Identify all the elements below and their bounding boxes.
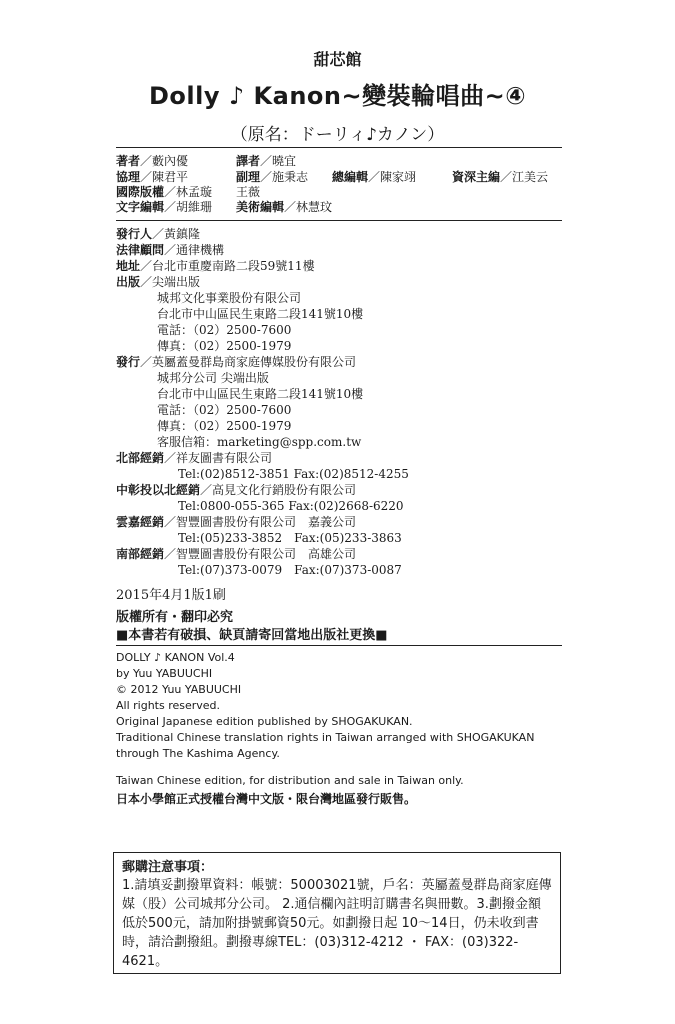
chief-editor: 總編輯／陳家翊 bbox=[332, 170, 417, 184]
distribute: 發行／英屬蓋曼群島商家庭傳媒股份有限公司 bbox=[116, 355, 357, 369]
english-line: © 2012 Yuu YABUUCHI bbox=[116, 683, 242, 696]
staff-row-3: 國際版權／林孟璇 bbox=[116, 185, 213, 199]
senior-editor: 資深主編／江美云 bbox=[452, 170, 549, 184]
north-contact: Tel:(02)8512-3851 Fax:(02)8512-4255 bbox=[178, 467, 409, 481]
rights-assistant: 王薇 bbox=[236, 185, 261, 199]
original-title: （原名：ドーリィ♪カノン） bbox=[230, 125, 445, 145]
address: 地址／台北市重慶南路二段59號11樓 bbox=[116, 259, 315, 273]
translator: 譯者／曉宜 bbox=[236, 154, 297, 168]
english-line: All rights reserved. bbox=[116, 699, 221, 712]
deputy-manager: 副理／施秉志 bbox=[236, 170, 309, 184]
english-line: Original Japanese edition published by SHOGAKUKAN. bbox=[116, 715, 413, 728]
publish-line: 電話：（02）2500-7600 bbox=[157, 323, 292, 337]
north-distributor: 北部經銷／祥友圖書有限公司 bbox=[116, 451, 273, 465]
central-distributor: 中彰投以北經銷／高見文化行銷股份有限公司 bbox=[116, 483, 357, 497]
damage-notice: ■本書若有破損、缺頁請寄回當地出版社更換■ bbox=[116, 628, 388, 643]
publish-line: 台北市中山區民生東路二段141號10樓 bbox=[157, 307, 364, 321]
publish-line: 城邦文化事業股份有限公司 bbox=[157, 291, 302, 305]
issuer: 發行人／黃鎮隆 bbox=[116, 227, 201, 241]
english-line: Traditional Chinese translation rights in Taiwan arranged with SHOGAKUKAN bbox=[116, 731, 535, 744]
central-contact: Tel:0800-055-365 Fax:(02)2668-6220 bbox=[178, 499, 404, 513]
distribute-line: 傳真：（02）2500-1979 bbox=[157, 419, 292, 433]
divider-top bbox=[116, 147, 562, 148]
japan-authorization: 日本小學館正式授權台灣中文版・限台灣地區發行販售。 bbox=[116, 792, 417, 806]
postal-title: 郵購注意事項： bbox=[122, 860, 214, 875]
art-editor: 美術編輯／林慧玟 bbox=[236, 200, 333, 214]
chiayi-contact: Tel:(05)233-3852 Fax:(05)233-3863 bbox=[178, 531, 402, 545]
english-line: through The Kashima Agency. bbox=[116, 747, 280, 760]
south-distributor: 南部經銷／智豐圖書股份有限公司 高雄公司 bbox=[116, 547, 357, 561]
publish: 出版／尖端出版 bbox=[116, 275, 201, 289]
staff-row-2: 協理／陳君平 bbox=[116, 170, 189, 184]
english-line: by Yuu YABUUCHI bbox=[116, 667, 213, 680]
book-title: Dolly ♪ Kanon~變裝輪唱曲~④ bbox=[148, 82, 527, 110]
chiayi-distributor: 雲嘉經銷／智豐圖書股份有限公司 嘉義公司 bbox=[116, 515, 357, 529]
english-line: DOLLY ♪ KANON Vol.4 bbox=[116, 651, 235, 664]
staff-row-4: 文字編輯／胡維珊 bbox=[116, 200, 213, 214]
distribute-line: 城邦分公司 尖端出版 bbox=[157, 371, 269, 385]
legal-counsel: 法律顧問／通律機構 bbox=[116, 243, 225, 257]
rights-statement: 版權所有・翻印必究 bbox=[116, 610, 234, 625]
distribute-line: 台北市中山區民生東路二段141號10樓 bbox=[157, 387, 364, 401]
divider-english bbox=[116, 645, 562, 646]
publish-line: 傳真：（02）2500-1979 bbox=[157, 339, 292, 353]
staff-row-1: 著者／藪內優 bbox=[116, 154, 189, 168]
postal-body: 1.請填妥劃撥單資料：帳號：50003021號，戶名：英屬蓋曼群島商家庭傳媒（股）公司城邦分公司。 2.通信欄內註明訂購書名與冊數。3.劃撥金額低於500元，請加附掛號郵資50元。如劃撥日起 10～14日，仍未收到書時，請洽劃撥組。劃撥專線TEL：(03)312-4212 ・ FAX：(03)322-4621。 bbox=[122, 878, 552, 969]
author-value: 藪內優 bbox=[152, 154, 189, 168]
divider-mid bbox=[116, 220, 562, 221]
author-label: 著者 bbox=[116, 154, 141, 168]
edition-date: 2015年4月1版1刷 bbox=[116, 588, 226, 603]
service-email: 客服信箱：marketing@spp.com.tw bbox=[157, 435, 362, 449]
postal-notice-box bbox=[113, 852, 561, 974]
south-contact: Tel:(07)373-0079 Fax:(07)373-0087 bbox=[178, 563, 402, 577]
taiwan-edition-note: Taiwan Chinese edition, for distribution and sale in Taiwan only. bbox=[116, 774, 464, 787]
distribute-line: 電話：（02）2500-7600 bbox=[157, 403, 292, 417]
imprint-name: 甜芯館 bbox=[313, 50, 362, 69]
